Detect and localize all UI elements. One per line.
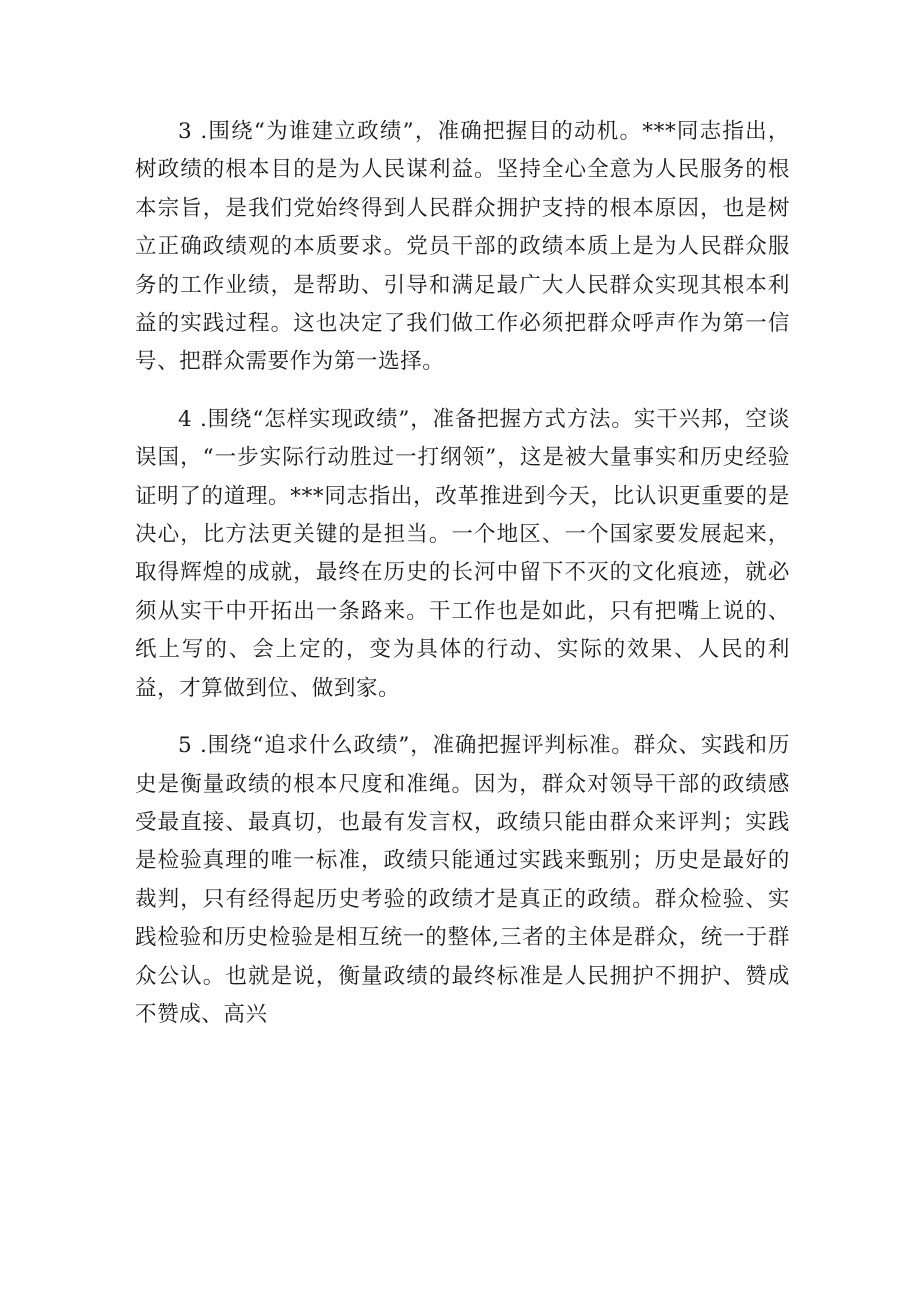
paragraph-3: 3 .围绕“为谁建立政绩”，准确把握目的动机。***同志指出，树政绩的根本目的是为人民谋利益。坚持全心全意为人民服务的根本宗旨，是我们党始终得到人民群众拥护支持的根本原因，也是树立正确政绩观的本质要求。党员干部的政绩本质上是为人民群众服务的工作业绩，是帮助、引导和满足最广大人民群众实现其根本利益的实践过程。这也决定了我们做工作必须把群众呼声作为第一信号、把群众需要作为第一选择。 — [135, 119, 790, 375]
paragraph-5: 5 .围绕“追求什么政绩”，准确把握评判标准。群众、实践和历史是衡量政绩的根本尺度和准绳。因为，群众对领导干部的政绩感受最直接、最真切，也最有发言权，政绩只能由群众来评判；实践是检验真理的唯一标准，政绩只能通过实践来甄别；历史是最好的裁判，只有经得起历史考验的政绩才是真正的政绩。群众检验、实践检验和历史检验是相互统一的整体,三者的主体是群众，统一于群众公认。也就是说，衡量政绩的最终标准是人民拥护不拥护、赞成不赞成、高兴 — [135, 733, 790, 1027]
document-body — [135, 113, 790, 1053]
paragraph-4: 4 .围绕“怎样实现政绩”，准备把握方式方法。实干兴邦，空谈误国，“一步实际行动胜过一打纲领”，这是被大量事实和历史经验证明了的道理。***同志指出，改革推进到今天，比认识更重要的是决心，比方法更关键的是担当。一个地区、一个国家要发展起来，取得辉煌的成就，最终在历史的长河中留下不灭的文化痕迹，就必须从实干中开拓出一条路来。干工作也是如此，只有把嘴上说的、纸上写的、会上定的，变为具体的行动、实际的效果、人民的利益，才算做到位、做到家。 — [135, 406, 790, 701]
